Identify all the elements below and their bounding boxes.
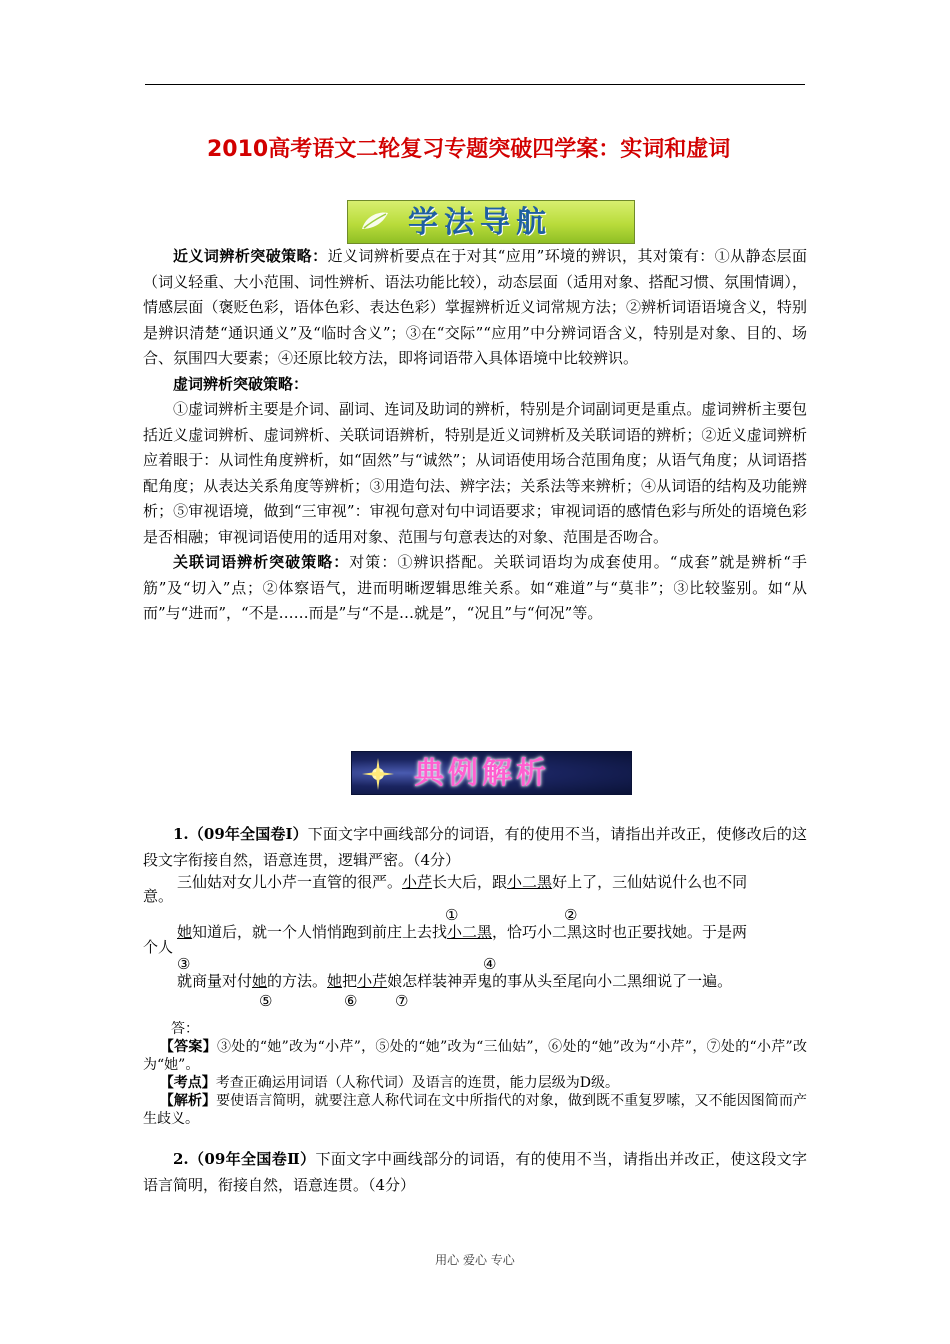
question-1-answer [143,1020,807,1128]
analysis-tag: 【解析】 [159,1093,217,1109]
banner-typical-examples [351,751,632,795]
marker-7: ⑦ [395,992,409,1010]
synonym-strategy-label: 近义词辨析突破策略： [173,247,328,265]
connective-strategy-label: 关联词语辨析突破策略： [173,553,350,571]
marker-4: ④ [483,955,497,973]
answer-tag: 【答案】 [159,1039,217,1055]
analysis-paragraph [143,1092,807,1128]
page-footer: 用心 爱心 专心 [435,1253,515,1267]
question-1-number: 1.（09年全国卷Ⅰ） [173,825,308,843]
marker-2: ② [564,906,578,924]
function-word-strategy-text: ①虚词辨析主要是介词、副词、连词及助词的辨析，特别是介词副词更是重点。虚词辨析主要包括近义虚词辨析、虚词辨析、关联词语辨析，特别是近义词辨析及关联词语的辨析；②近义虚词辨析应着眼于：从词性角度辨析，如“固然”与“诚然”；从词语使用场合范围角度；从语气角度；从词语搭配角度；从表达关系角度等辨析；③用造句法、辨字法；关系法等来辨析；④从词语的结构及功能辨析；⑤审视语境，做到“三审视”：审视句意对句中词语要求；审视词语的感情色彩与所处的语境色彩是否相融；审视词语使用的适用对象、范围与句意表达的对象、范围是否吻合。 [143,400,807,546]
synonym-strategy-text: 近义词辨析要点在于对其“应用”环境的辨识，其对策有：①从静态层面（词义轻重、大小范围、词性辨析、语法功能比较），动态层面（适用对象、搭配习惯、氛围情调），情感层面（褒贬色彩，语体色彩、表达色彩）掌握辨析近义词常规方法；②辨析词语语境含义，特别是辨识清楚“通识通义”及“临时含义”；③在“交际”“应用”中分辨词语含义，特别是对象、目的、场合、氛围四大要素；④还原比较方法，即将词语带入具体语境中比较辨识。 [143,247,807,367]
answer-paragraph [143,1038,807,1074]
banner-study-method [347,200,635,244]
underlined-ta-5: 她 [252,972,268,990]
banner-typical-examples-label: 典例解析 [414,756,550,791]
marker-1: ① [445,906,459,924]
underlined-xiaoqin-1: 小芹 [402,873,433,891]
marker-3: ③ [177,955,191,973]
underlined-ta-6: 她 [327,972,343,990]
answer-text: ③处的“她”改为“小芹”，⑤处的“她”改为“三仙姑”，⑥处的“她”改为“小芹”，⑦处的“小芹”改为“她”。 [143,1039,808,1073]
marker-5: ⑤ [259,992,273,1010]
passage-line-1: 三仙姑对女儿小芹一直管的很严。小芹长大后，跟小二黑好上了，三仙姑说什么也不同 [177,873,748,891]
passage-line-2: 意。 [143,887,174,905]
analysis-text: 要使语言简明，就要注意人称代词在文中所指代的对象，做到既不重复罗嗦，又不能因图简而产生歧义。 [143,1093,808,1127]
underlined-ta-3: 她 [177,923,193,941]
point-paragraph [143,1074,807,1092]
leaf-icon [360,209,390,233]
point-text: 考查正确运用词语（人称代词）及语言的连贯，能力层级为D级。 [215,1075,620,1091]
star-icon [362,758,394,790]
underlined-xiaoerhei-1: 小二黑 [507,873,553,891]
connective-strategy-text: 对策：①辨识搭配。关联词语均为成套使用。“成套”就是辨析“手筋”及“切入”点；②体察语气，进而明晰逻辑思维关系。如“难道”与“莫非”；③比较鉴别。如“从而”与“进而”，“不是……而是”与“不是…就是”，“况且”与“何况”等。 [143,553,807,622]
banner-study-method-label: 学法导航 [408,205,552,240]
passage-line-4: 个人 [143,938,174,956]
question-2-prompt [143,1147,807,1198]
page-title: 2010高考语文二轮复习专题突破四学案：实词和虚词 [207,137,731,162]
question-1-text: 下面文字中画线部分的词语，有的使用不当，请指出并改正，使修改后的这段文字衔接自然，语意连贯，逻辑严密。（4分） [143,825,807,869]
header-rule [145,84,805,85]
underlined-xiaoerhei-4: 小二黑 [447,923,493,941]
passage-line-5: 就商量对付她的方法。她把小芹娘怎样装神弄鬼的事从头至尾向小二黑细说了一遍。 [177,972,733,990]
answer-intro: 答： [171,1021,199,1037]
synonym-strategy-paragraph [143,244,807,372]
function-word-strategy-label: 虚词辨析突破策略： [173,374,309,393]
point-tag: 【考点】 [159,1075,216,1091]
passage-line-3: 她知道后，就一个人悄悄跑到前庄上去找小二黑，恰巧小二黑这时也正要找她。于是两 [177,923,748,941]
connective-strategy-paragraph [143,550,807,627]
question-1-prompt [143,822,807,873]
question-2-number: 2.（09年全国卷Ⅱ） [173,1150,316,1168]
strategy-section [143,244,807,627]
marker-6: ⑥ [344,992,358,1010]
question-2-text: 下面文字中画线部分的词语，有的使用不当，请指出并改正，使这段文字语言简明，衔接自然，语意连贯。（4分） [143,1150,807,1194]
underlined-xiaoqin-7: 小芹 [357,972,388,990]
